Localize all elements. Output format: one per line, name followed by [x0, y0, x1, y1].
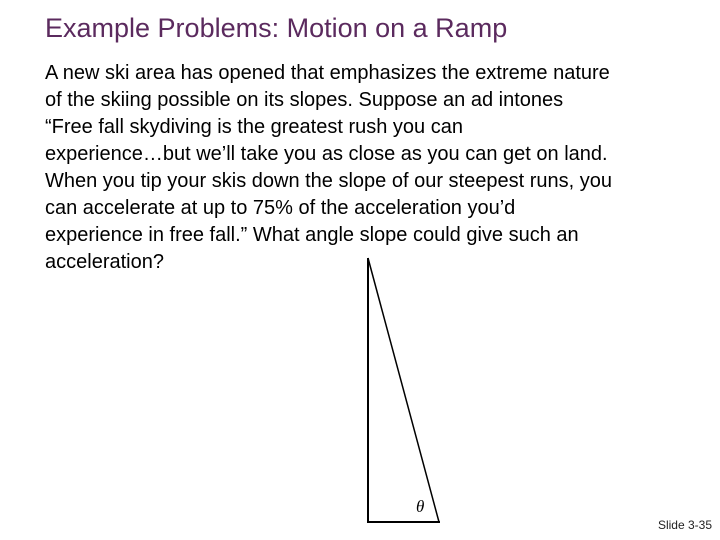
problem-text-line: A new ski area has opened that emphasizes the extreme nature: [45, 62, 610, 84]
problem-text-line: can accelerate at up to 75% of the acceleration you’d: [45, 197, 516, 219]
slide-number: Slide 3-35: [657, 518, 712, 532]
problem-text-line: “Free fall skydiving is the greatest rush you can: [45, 116, 463, 138]
problem-text-line: experience in free fall.” What angle slope could give such an: [45, 224, 579, 246]
ramp-triangle-figure: [360, 255, 450, 530]
problem-text-line: acceleration?: [45, 251, 164, 273]
problem-text-line: of the skiing possible on its slopes. Suppose an ad intones: [45, 89, 564, 111]
problem-text: [45, 60, 715, 276]
problem-text-line: When you tip your skis down the slope of our steepest runs, you: [45, 170, 612, 192]
ramp-slope: [368, 258, 439, 522]
problem-text-line: experience…but we’ll take you as close as you can get on land.: [45, 143, 608, 165]
slide-title: Example Problems: Motion on a Ramp: [45, 13, 508, 43]
angle-label: θ: [416, 497, 425, 516]
